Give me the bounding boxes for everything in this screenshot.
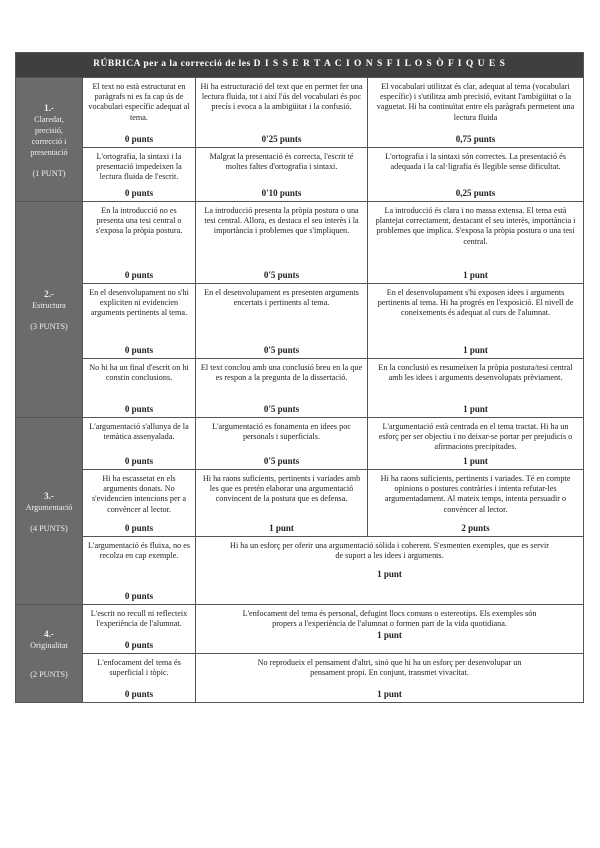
table-row	[16, 469, 584, 536]
criterion-cell	[368, 469, 584, 536]
criterion-cell	[368, 283, 584, 358]
category-number: 1.-	[44, 102, 54, 113]
criterion-cell	[368, 147, 584, 201]
criterion-text: L'enfocament del tema és superficial i tòpic.	[97, 657, 181, 678]
criterion-text: La introducció és clara i no massa extensa. El tema està plantejat correctament, destacant el seu interès, importància i problemes que implica. S'exposa la pròpia postura o una tesi central.	[375, 205, 576, 246]
criterion-cell	[368, 201, 584, 283]
criterion-cell	[83, 417, 196, 469]
criterion-text: L'enfocament del tema és personal, defugint llocs comuns o estereotips. Els exemples són propers a l'experiència de l'alumnat o formen part de la vida quotidiana.	[242, 608, 537, 629]
category-score: (4 PUNTS)	[30, 523, 68, 533]
criterion-points: 0 punts	[124, 455, 154, 466]
criterion-cell	[196, 417, 368, 469]
table-row	[16, 201, 584, 283]
criterion-text: En el desenvolupament es presenten arguments encertats i pertinents al tema.	[204, 287, 359, 308]
criterion-cell	[196, 201, 368, 283]
table-row	[16, 77, 584, 147]
criterion-text: En el desenvolupament no s'hi expliciten ni evidencien arguments pertinents al tema.	[89, 287, 189, 318]
category-line: precisió,	[35, 125, 63, 135]
criterion-points: 1 punt	[463, 455, 488, 466]
criterion-text: El vocabulari utilitzat és clar, adequat al tema (vocabulari específic) i s'utilitza amb precisió, evitant l'ambigüitat o la vaguetat. Hi ha continuïtat entre els paràgrafs permetent una lectura fluida	[376, 81, 575, 122]
category-line: Originalitat	[30, 641, 68, 651]
criterion-text: L'argumentació s'allunya de la temàtica assenyalada.	[89, 421, 189, 442]
criterion-cell	[83, 604, 196, 653]
criterion-text: Hi ha escassetat en els arguments donats. No s'evidencien intencions per a convèncer al lector.	[91, 473, 186, 514]
criterion-text: No hi ha un final d'escrit on hi constin conclusions.	[89, 362, 189, 383]
criterion-cell-wide	[196, 536, 584, 604]
category-cell-2	[16, 201, 83, 417]
category-cell-1	[16, 77, 83, 201]
criterion-text: L'escrit no recull ni reflecteix l'experiència de l'alumnat.	[90, 608, 188, 629]
criterion-points: 0'25 punts	[261, 133, 302, 144]
criterion-cell	[368, 417, 584, 469]
criterion-cell	[368, 358, 584, 417]
rubric-table	[15, 52, 584, 703]
category-cell-4	[16, 604, 83, 702]
criterion-text: El text conclou amb una conclusió breu en la que es respon a la pregunta de la dissertació.	[200, 362, 363, 383]
criterion-cell-wide	[196, 604, 584, 653]
criterion-text: Malgrat la presentació és correcta, l'escrit té moltes faltes d'ortografia i sintaxi.	[209, 151, 354, 172]
criterion-points: 1 punt	[463, 344, 488, 355]
criterion-points: 0'5 punts	[263, 269, 300, 280]
criterion-points: 1 punt	[377, 568, 402, 579]
criterion-points: 1 punt	[377, 629, 402, 640]
criterion-cell	[196, 147, 368, 201]
criterion-text: L'ortografia, la sintaxi i la presentació impedeixen la lectura fluida de l'escrit.	[96, 151, 182, 182]
criterion-text: L'argumentació es fonamenta en idees poc personals i superficials.	[212, 421, 351, 442]
criterion-cell	[83, 536, 196, 604]
category-line: Argumentació	[25, 502, 73, 512]
table-row	[16, 536, 584, 604]
criterion-points: 1 punt	[463, 269, 488, 280]
criterion-points: 0,75 punts	[455, 133, 496, 144]
criterion-cell	[196, 469, 368, 536]
criterion-cell-wide	[196, 653, 584, 702]
criterion-points: 2 punts	[461, 522, 490, 533]
criterion-points: 0 punts	[124, 187, 154, 198]
rubric-title	[16, 53, 584, 78]
criterion-text: L'argumentació està centrada en el tema tractat. Hi ha un esforç per ser objectiu i no deixar-se portar per prejudicis o afirmacions precipitades.	[378, 421, 573, 452]
criterion-cell	[83, 77, 196, 147]
table-row	[16, 604, 584, 653]
table-row	[16, 358, 584, 417]
title-prefix: RÚBRICA per a la correcció de les	[93, 59, 251, 69]
category-cell-3	[16, 417, 83, 604]
criterion-text: L'argumentació és fluixa, no es recolza en cap exemple.	[87, 540, 191, 561]
rubric-page	[15, 52, 583, 703]
criterion-text: En la conclusió es resumeixen la pròpia postura/tesi central amb les idees i arguments desenvolupats prèviament.	[378, 362, 573, 383]
criterion-text: Hi ha un esforç per oferir una argumentació sòlida i coherent. S'esmenten exemples, que es servir de suport a les idees i arguments.	[230, 540, 549, 561]
criterion-cell	[83, 201, 196, 283]
criterion-cell	[196, 77, 368, 147]
criterion-points: 0 punts	[124, 522, 154, 533]
criterion-points: 0'5 punts	[263, 455, 300, 466]
criterion-text: Hi ha estructuració del text que en permet fer una lectura fluida, tot i així l'ús del vocabulari és poc precís i evoca a la ambigüitat i la confusió.	[200, 81, 363, 112]
category-number: 3.-	[44, 490, 54, 501]
table-row	[16, 283, 584, 358]
criterion-cell	[83, 147, 196, 201]
criterion-text: No reprodueix el pensament d'altri, sinó que hi ha un esforç per desenvolupar un pensament propi. En conjunt, transmet vivacitat.	[257, 657, 522, 678]
criterion-points: 0 punts	[124, 344, 154, 355]
criterion-cell	[83, 283, 196, 358]
criterion-points: 1 punt	[463, 403, 488, 414]
criterion-points: 0'5 punts	[263, 403, 300, 414]
category-line: Claredat,	[34, 114, 64, 124]
criterion-cell	[196, 358, 368, 417]
criterion-points: 0'10 punts	[261, 187, 302, 198]
category-line: presentació	[30, 147, 68, 157]
table-row	[16, 147, 584, 201]
category-line: correcció i	[31, 136, 67, 146]
rubric-header-row	[16, 53, 584, 78]
criterion-cell	[196, 283, 368, 358]
criterion-text: La introducció presenta la pròpia postura o una tesi central. Allora, es destaca el seu interès i la importància i problemes que s'impliquen.	[204, 205, 359, 236]
criterion-cell	[83, 469, 196, 536]
title-main: D I S S E R T A C I O N S F I L O S Ò F I Q U E S	[253, 59, 506, 69]
category-score: (2 PUNTS)	[30, 670, 68, 680]
criterion-cell	[83, 653, 196, 702]
criterion-points: 0 punts	[124, 639, 154, 650]
criterion-points: 0 punts	[124, 133, 154, 144]
criterion-text: Hi ha raons suficients, pertinents i variades amb les que es pretén elaborar una argumentació convincent de la postura que es defensa.	[202, 473, 361, 504]
criterion-points: 0 punts	[124, 403, 154, 414]
criterion-points: 0,25 punts	[455, 187, 496, 198]
table-row	[16, 653, 584, 702]
criterion-text: El text no està estructurat en paràgrafs ni es fa cap ús de vocabulari específic adequat al tema.	[88, 81, 190, 122]
criterion-points: 0 punts	[124, 269, 154, 280]
criterion-points: 1 punt	[377, 688, 402, 699]
criterion-text: En la introducció no es presenta una tesi central o s'exposa la pròpia postura.	[95, 205, 183, 236]
criterion-text: L'ortografia i la sintaxi són correctes. La presentació és adequada i la cal·ligrafia és llegible sense dificultat.	[385, 151, 566, 172]
criterion-text: Hi ha raons suficients, pertinents i variades. Té en compte opinions o postures contràries i intenta refutar-les argumentadament. Al mateix temps, intenta persuadir o convèncer al lector.	[380, 473, 571, 514]
criterion-points: 1 punt	[269, 522, 294, 533]
criterion-cell	[368, 77, 584, 147]
category-number: 4.-	[44, 629, 54, 640]
criterion-points: 0 punts	[124, 590, 154, 601]
criterion-text: En el desenvolupament s'hi exposen idees i arguments pertinents al tema. Hi ha progrés en l'exposició. El nivell de coneixements és adequat al curs de l'alumnat.	[377, 287, 574, 318]
criterion-points: 0 punts	[124, 688, 154, 699]
category-score: (1 PUNT)	[32, 169, 66, 179]
category-number: 2.-	[44, 289, 54, 300]
criterion-cell	[83, 358, 196, 417]
table-row	[16, 417, 584, 469]
category-line: Estructura	[32, 301, 66, 311]
criterion-points: 0'5 punts	[263, 344, 300, 355]
category-score: (3 PUNTS)	[30, 322, 68, 332]
